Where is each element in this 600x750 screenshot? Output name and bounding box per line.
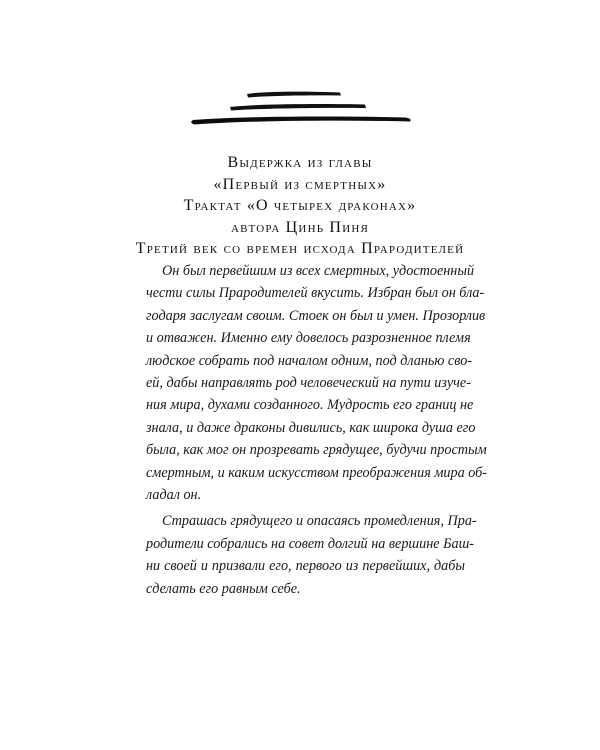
epigraph	[0, 152, 600, 260]
epigraph-line: Трактат «О четырех драконах»	[183, 197, 417, 214]
text-line: ни своей и призвали его, первого из первейших, дабы	[146, 558, 465, 575]
brush-stroke-ornament	[0, 0, 600, 140]
text-line: Страшась грядущего и опасаясь промедления, Пра-	[162, 513, 477, 530]
text-line: ладал он.	[146, 487, 202, 504]
text-line: знала, и даже драконы дивились, как широка душа его	[146, 419, 476, 436]
brush-stroke-bottom	[191, 116, 410, 124]
text-line: смертным, и каким искусством преображения мира об-	[146, 464, 487, 481]
text-line: ей, дабы направлять род человеческий на пути изуче-	[146, 375, 471, 392]
epigraph-line: Третий век со времен исхода Прародителей	[135, 240, 465, 257]
brush-stroke-top	[247, 92, 341, 98]
text-line: сделать его равным себе.	[146, 580, 301, 597]
text-line: чести силы Прародителей вкусить. Избран был он бла-	[146, 285, 485, 302]
text-line: и отважен. Именно ему довелось разрозненное племя	[146, 330, 471, 347]
text-line: людское собрать под началом одним, под дланью сво-	[146, 352, 473, 369]
brush-stroke-middle	[230, 104, 366, 110]
paragraph	[130, 510, 477, 600]
paragraph	[130, 260, 487, 506]
epigraph-line: «Первый из смертных»	[213, 175, 387, 193]
epigraph-line: автора Цинь Пиня	[230, 218, 370, 236]
text-line: была, как мог он прозревать грядущее, будучи простым	[146, 442, 487, 459]
text-line: ния мира, духами созданного. Мудрость его границ не	[146, 397, 474, 414]
epigraph-line: Выдержка из главы	[227, 154, 373, 171]
text-line: годаря заслугам своим. Стоек он был и умен. Прозорлив	[146, 307, 486, 324]
text-line: Он был первейшим из всех смертных, удостоенный	[162, 263, 475, 279]
text-line: родители собрались на совет долгий на вершине Баш-	[146, 535, 475, 552]
body-text	[130, 260, 487, 600]
